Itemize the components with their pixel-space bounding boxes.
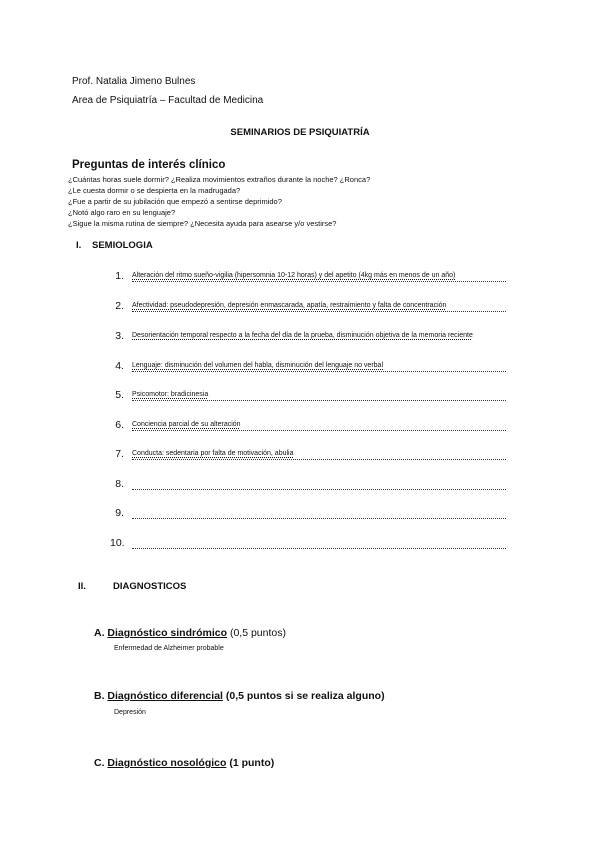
diagnosticos-heading: DIAGNOSTICOS — [113, 581, 187, 592]
diagnostic-label: Diagnóstico diferencial — [107, 690, 223, 702]
section-number: II. — [78, 581, 86, 592]
question-item: ¿Fue a partir de su jubilación que empezó a sentirse deprimido? — [68, 197, 282, 206]
diagnostic-letter: A. — [94, 627, 105, 639]
question-item: ¿Cuántas horas suele dormir? ¿Realiza movimientos extraños durante la noche? ¿Ronca? — [68, 175, 371, 184]
semiologia-item-text — [132, 479, 506, 490]
question-item: ¿Notó algo raro en su lenguaje? — [68, 208, 176, 217]
diagnostic-points: (0,5 puntos si se realiza alguno) — [222, 690, 385, 702]
preguntas-heading: Preguntas de interés clínico — [72, 159, 226, 171]
item-number: 9. — [115, 507, 124, 519]
semiologia-item-text — [132, 508, 506, 519]
diagnostic-letter: B. — [94, 690, 105, 702]
diagnostic-label: Diagnóstico nosológico — [107, 757, 227, 769]
diagnostic-points: (1 punto) — [226, 757, 275, 769]
diagnostic-answer: Enfermedad de Alzheimer probable — [114, 645, 224, 652]
question-item: ¿Sigue la misma rutina de siempre? ¿Necesita ayuda para asearse y/o vestirse? — [68, 219, 337, 228]
semiologia-item-text: Lenguaje: disminución del volumen del habla, disminución del lenguaje no verbal — [132, 361, 506, 372]
item-number: 5. — [115, 389, 124, 401]
semiologia-item-text — [132, 538, 506, 549]
diagnostico-nosologico — [94, 757, 274, 769]
department: Area de Psiquiatría – Facultad de Medicina — [72, 95, 264, 106]
diagnostic-points: (0,5 puntos) — [227, 627, 286, 639]
item-number: 4. — [115, 360, 124, 372]
item-number: 2. — [115, 300, 124, 312]
item-number: 1. — [115, 270, 124, 282]
item-number: 7. — [115, 448, 124, 460]
diagnostico-sindromico — [94, 627, 286, 639]
item-number: 6. — [115, 419, 124, 431]
semiologia-heading: SEMIOLOGIA — [92, 240, 153, 251]
item-number: 8. — [115, 478, 124, 490]
semiologia-item-text: Alteración del ritmo sueño-vigilia (hipersomnia 10-12 horas) y del apetito (4kg más en menos de un año) — [132, 271, 506, 282]
semiologia-item-text: Conciencia parcial de su alteración — [132, 420, 506, 431]
question-item: ¿Le cuesta dormir o se despierta en la madrugada? — [68, 186, 241, 195]
diagnostic-letter: C. — [94, 757, 105, 769]
page-title: SEMINARIOS DE PSIQUIATRÍA — [230, 127, 370, 138]
semiologia-item-text: Desorientación temporal respecto a la fecha del día de la prueba, disminución objetiva de la memoria reciente — [132, 332, 473, 339]
author-name: Prof. Natalia Jimeno Bulnes — [72, 76, 196, 87]
item-number: 3. — [115, 330, 124, 342]
semiologia-item-text: Psicomotor: bradicinesia — [132, 390, 506, 401]
diagnostico-diferencial — [94, 690, 385, 702]
diagnostic-label: Diagnóstico sindrómico — [107, 627, 228, 639]
semiologia-item-text: Conducta: sedentaria por falta de motivación, abulia — [132, 449, 506, 460]
diagnostic-answer: Depresión — [114, 709, 146, 716]
item-number: 10. — [110, 537, 125, 549]
semiologia-item-text: Afectividad: pseudodepresión, depresión enmascarada, apatía, restraimiento y falta de concentración — [132, 301, 506, 312]
section-number: I. — [76, 240, 82, 251]
